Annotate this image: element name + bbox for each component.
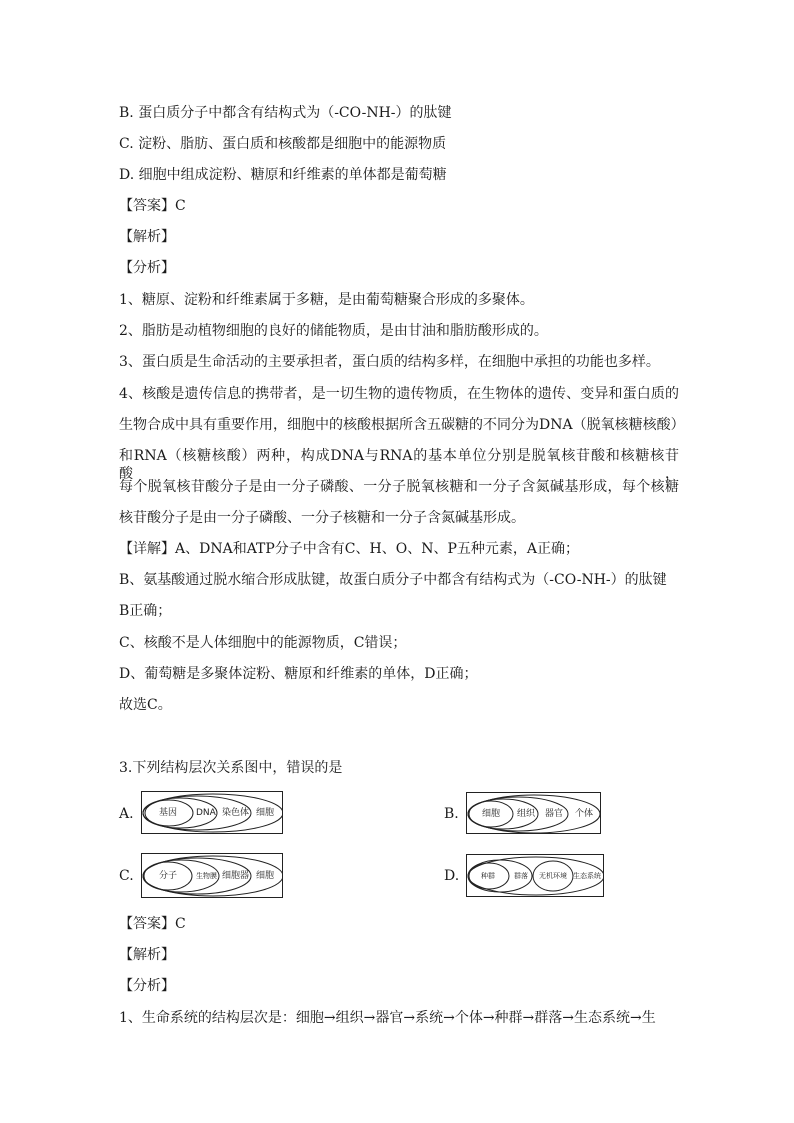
point-4-line-3: 和RNA（核糖核酸）两种，构成DNA与RNA的基本单位分别是脱氧核苷酸和核糖核苷酸，: [119, 448, 679, 482]
point-4-line-1: 4、核酸是遗传信息的携带者，是一切生物的遗传物质，在生物体的遗传、变异和蛋白质的: [119, 386, 679, 402]
option-b-text: B. 蛋白质分子中都含有结构式为（-CO-NH-）的肽键: [119, 105, 452, 121]
detail-b-cont: B正确；: [119, 603, 172, 619]
point-3: 3、蛋白质是生命活动的主要承担者，蛋白质的结构多样，在细胞中承担的功能也多样。: [119, 354, 660, 370]
point-4-line-4: 每个脱氧核苷酸分子是由一分子磷酸、一分子脱氧核糖和一分子含氮碱基形成，每个核糖: [119, 479, 679, 495]
option-c-text: C. 淀粉、脂肪、蛋白质和核酸都是细胞中的能源物质: [119, 136, 447, 152]
option-d-text: D. 细胞中组成淀粉、糖原和纤维素的单体都是葡萄糖: [119, 167, 447, 183]
label-ecosystem: 生态系统: [573, 872, 601, 880]
option-a-letter: A.: [119, 806, 134, 822]
diagram-d: [466, 854, 604, 897]
diagram-c: [141, 853, 283, 898]
point-1: 1、糖原、淀粉和纤维素属于多糖，是由葡萄糖聚合形成的多聚体。: [119, 292, 534, 308]
label-molecule: 分子: [159, 871, 178, 881]
label-gene: 基因: [159, 808, 178, 818]
answer-line: 【答案】C: [119, 198, 186, 214]
option-d-letter: D.: [444, 868, 460, 884]
option-b-letter: B.: [444, 806, 459, 822]
analysis-heading: 【解析】: [119, 229, 175, 245]
fenxi-heading: 【分析】: [119, 260, 175, 276]
label-organelle: 细胞器: [222, 871, 250, 881]
label-individual: 个体: [575, 809, 594, 819]
label-cell: 细胞: [482, 809, 501, 819]
label-biomembrane: 生物膜: [196, 872, 217, 880]
label-population: 种群: [481, 872, 495, 880]
point-4-line-5: 核苷酸分子是由一分子磷酸、一分子核糖和一分子含氮碱基形成。: [119, 510, 525, 526]
diagram-b: [466, 792, 601, 834]
option-c-letter: C.: [119, 868, 134, 884]
point-4-line-2: 生物合成中具有重要作用，细胞中的核酸根据所含五碳糖的不同分为DNA（脱氧核糖核酸）: [119, 417, 685, 433]
label-community: 群落: [514, 872, 528, 880]
label-dna: DNA: [196, 808, 216, 818]
diagram-a: [141, 791, 283, 834]
point-2: 2、脂肪是动植物细胞的良好的储能物质，是由甘油和脂肪酸形成的。: [119, 323, 548, 339]
label-organ: 器官: [545, 809, 564, 819]
detail-b: B、氨基酸通过脱水缩合形成肽键，故蛋白质分子中都含有结构式为（-CO-NH-）的肽键: [119, 572, 667, 588]
q3-analysis-heading: 【解析】: [119, 947, 175, 963]
detail-d: D、葡萄糖是多聚体淀粉、糖原和纤维素的单体，D正确；: [119, 666, 478, 682]
q3-answer: 【答案】C: [119, 916, 186, 932]
label-cell: 细胞: [256, 871, 275, 881]
label-tissue: 组织: [517, 809, 536, 819]
label-inorganic-environment: 无机环境: [539, 872, 567, 880]
detail-c: C、核酸不是人体细胞中的能源物质，C错误；: [119, 635, 407, 651]
detail-a: 【详解】A、DNA和ATP分子中含有C、H、O、N、P五种元素，A正确；: [119, 541, 579, 557]
label-cell: 细胞: [256, 808, 275, 818]
question-3-stem: 3.下列结构层次关系图中，错误的是: [119, 760, 343, 776]
label-chromosome: 染色体: [222, 808, 250, 818]
q3-fenxi-heading: 【分析】: [119, 978, 175, 994]
q3-hierarchy-line: 1、生命系统的结构层次是：细胞→组织→器官→系统→个体→种群→群落→生态系统→生: [119, 1010, 656, 1026]
conclusion: 故选C。: [119, 697, 172, 713]
